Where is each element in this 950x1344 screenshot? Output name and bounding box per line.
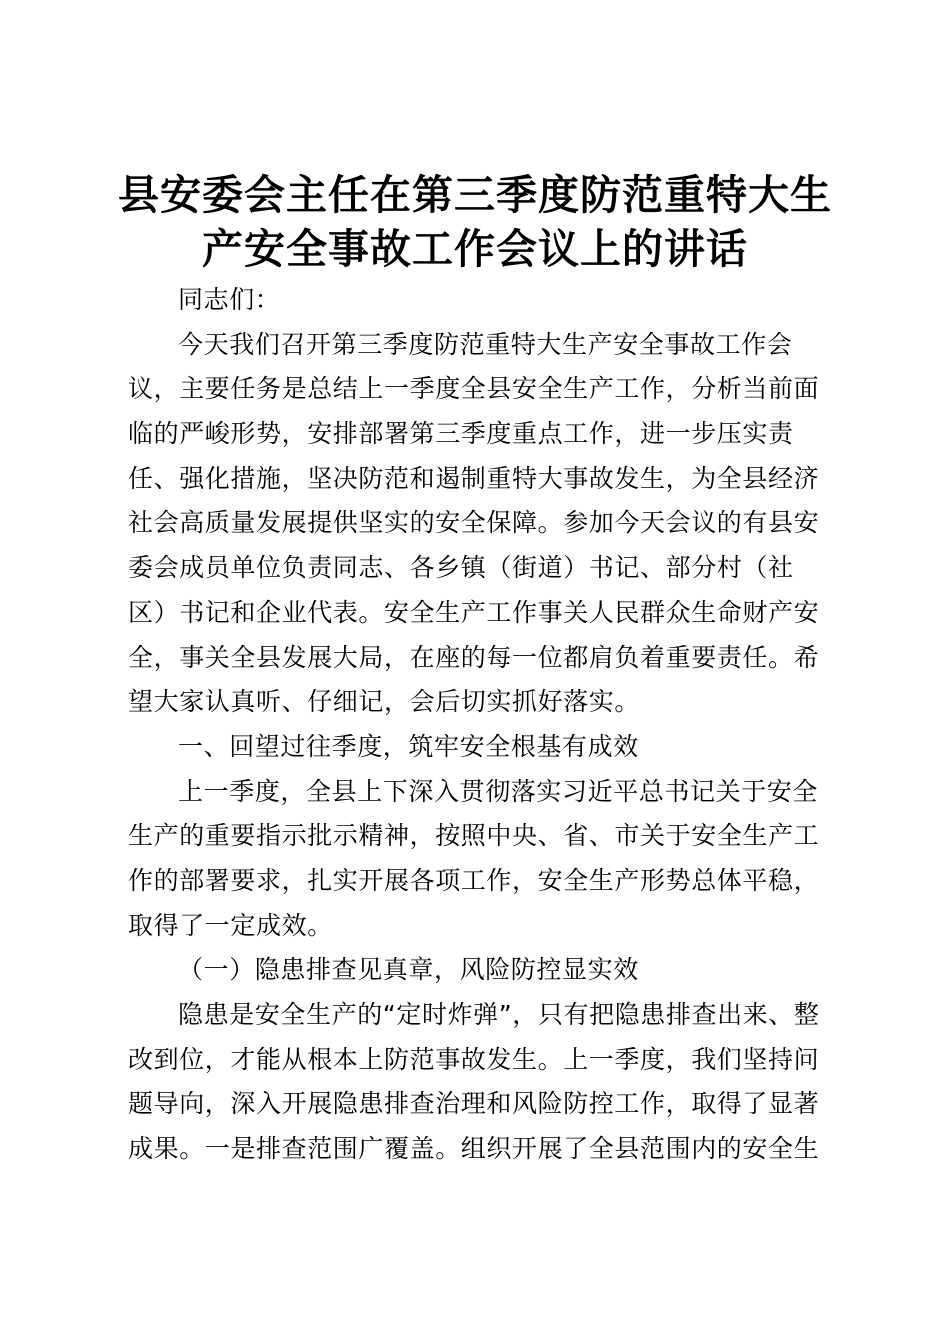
paragraph-line: 作的部署要求，扎实开展各项工作，安全生产形势总体平稳， (128, 865, 820, 895)
paragraph-line: 议，主要任务是总结上一季度全县安全生产工作，分析当前面 (128, 374, 820, 404)
paragraph-line: 隐患是安全生产的“定时炸弹”，只有把隐患排查出来、整 (178, 1000, 820, 1029)
document-body (128, 278, 820, 1172)
subsection-heading: （一）隐患排查见真章，风险防控显实效 (178, 955, 639, 985)
section-heading: 一、回望过往季度，筑牢安全根基有成效 (178, 731, 639, 761)
paragraph-line: 区）书记和企业代表。安全生产工作事关人民群众生命财产安 (128, 597, 820, 627)
title-line-1: 县安委会主任在第三季度防范重特大生 (118, 171, 832, 219)
title-line-2: 产安全事故工作会议上的讲话 (202, 225, 748, 273)
paragraph-line: 题导向，深入开展隐患排查治理和风险防控工作，取得了显著 (128, 1089, 820, 1119)
paragraph-line: 委会成员单位负责同志、各乡镇（街道）书记、部分村（社 (128, 553, 794, 583)
paragraph-line: 社会高质量发展提供坚实的安全保障。参加今天会议的有县安 (128, 508, 820, 538)
paragraph-line: 改到位，才能从根本上防范事故发生。上一季度，我们坚持问 (128, 1044, 820, 1074)
paragraph-line: 临的严峻形势，安排部署第三季度重点工作，进一步压实责 (128, 419, 794, 449)
paragraph-line: 今天我们召开第三季度防范重特大生产安全事故工作会 (178, 329, 793, 359)
document-title (100, 168, 850, 276)
paragraph-line: 上一季度，全县上下深入贯彻落实习近平总书记关于安全 (178, 776, 819, 806)
paragraph-line: 成果。一是排查范围广覆盖。组织开展了全县范围内的安全生 (128, 1134, 820, 1164)
paragraph-line: 全，事关全县发展大局，在座的每一位都肩负着重要责任。希 (128, 642, 820, 672)
paragraph-line: 任、强化措施，坚决防范和遏制重特大事故发生，为全县经济 (128, 463, 820, 493)
salutation: 同志们： (178, 285, 281, 314)
paragraph-line: 望大家认真听、仔细记，会后切实抓好落实。 (128, 687, 641, 717)
paragraph-line: 取得了一定成效。 (128, 910, 333, 940)
paragraph-line: 生产的重要指示批示精神，按照中央、省、市关于安全生产工 (128, 821, 820, 851)
